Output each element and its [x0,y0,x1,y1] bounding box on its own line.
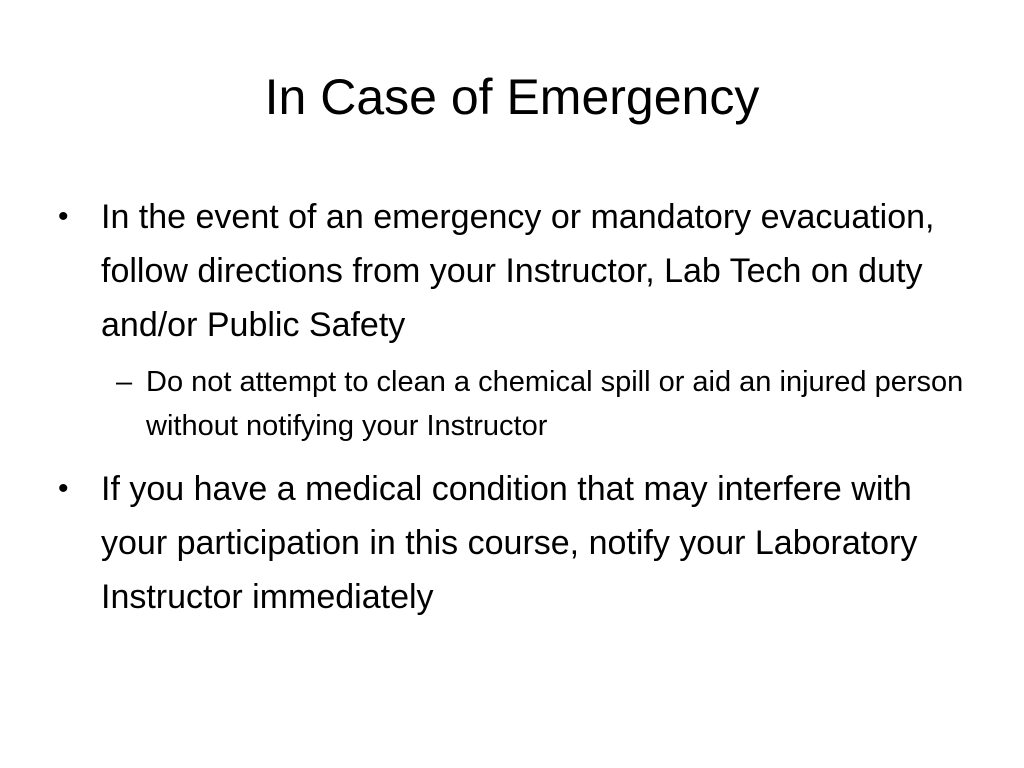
slide-title: In Case of Emergency [264,69,760,125]
bullet-marker: • [58,472,69,505]
sub-bullet-marker: – [116,366,133,398]
bullet-marker: • [58,200,69,233]
bullet-text: In the event of an emergency or mandatory evacuation, follow directions from your Instructor, Lab Tech on duty and/or Public Safety [101,198,935,344]
bullet-text: If you have a medical condition that may interfere with your participation in this course, notify your Laboratory Instructor immediately [101,470,918,616]
bullet-item [58,462,978,624]
sub-bullet-text: Do not attempt to clean a chemical spill or aid an injured person without notifying your Instructor [146,366,964,442]
slide-content [58,190,978,632]
bullet-item [58,190,978,352]
sub-bullet-item [116,360,978,448]
